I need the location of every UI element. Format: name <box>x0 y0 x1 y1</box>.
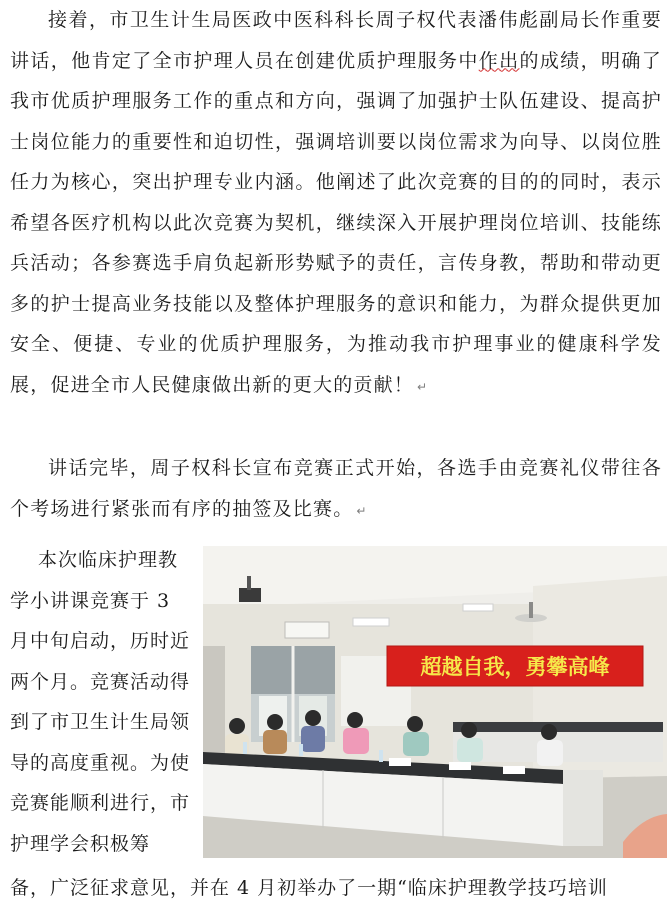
paragraph-speech-text-b: 的成绩，明确了我市优质护理服务工作的重点和方向，强调了加强护士队伍建设、提高护士岗位能力的重要性和迫切性，强调培训要以岗位需求为向导、以岗位胜任力为核心，突出护理专业内涵。他阐述了此次竞赛的目的的同时，表示希望各医疗机构以此次竞赛为契机，继续深入开展护理岗位培训、技能练兵活动；各参赛选手肩负起新形势赋予的责任，言传身教，帮助和带动更多的护士提高业务技能以及整体护理服务的意识和能力，为群众提供更加安全、便捷、专业的优质护理服务，为推动我市护理事业的健康科学发展，促进全市人民健康做出新的更大的贡献！ <box>10 49 662 396</box>
competition-photo <box>203 546 667 858</box>
banner-text: 超越自我，勇攀高峰 <box>420 655 610 679</box>
paragraph-speech <box>10 0 662 407</box>
paragraph-mark: ↵ <box>356 503 367 518</box>
paragraph-competition-intro <box>10 540 196 864</box>
paragraph-competition-intro-continued <box>10 868 670 908</box>
paragraph-mark: ↵ <box>417 379 428 394</box>
paragraph-competition-start-text: 讲话完毕，周子权科长宣布竞赛正式开始，各选手由竞赛礼仪带往各个考场进行紧张而有序的抽签及比赛。 <box>10 457 662 520</box>
paragraph-speech-text-a: 接着，市卫生计生局医政中医科科长周子权代表潘伟彪副局长作重要讲话，他肯定了全市护理人员在创建优质护理服务中 <box>10 9 662 72</box>
paragraph-competition-start <box>10 448 662 531</box>
spellcheck-underlined-word: 作出 <box>478 49 520 72</box>
paragraph-competition-intro-text: 本次临床护理教学小讲课竞赛于 3 月中旬启动，历时近两个月。竞赛活动得到了市卫生计生局领导的高度重视。为使竞赛能顺利进行，市护理学会积极筹 <box>10 549 191 855</box>
paragraph-competition-intro-continued-text: 备，广泛征求意见，并在 4 月初举办了一期“临床护理教学技巧培训 <box>10 877 608 899</box>
